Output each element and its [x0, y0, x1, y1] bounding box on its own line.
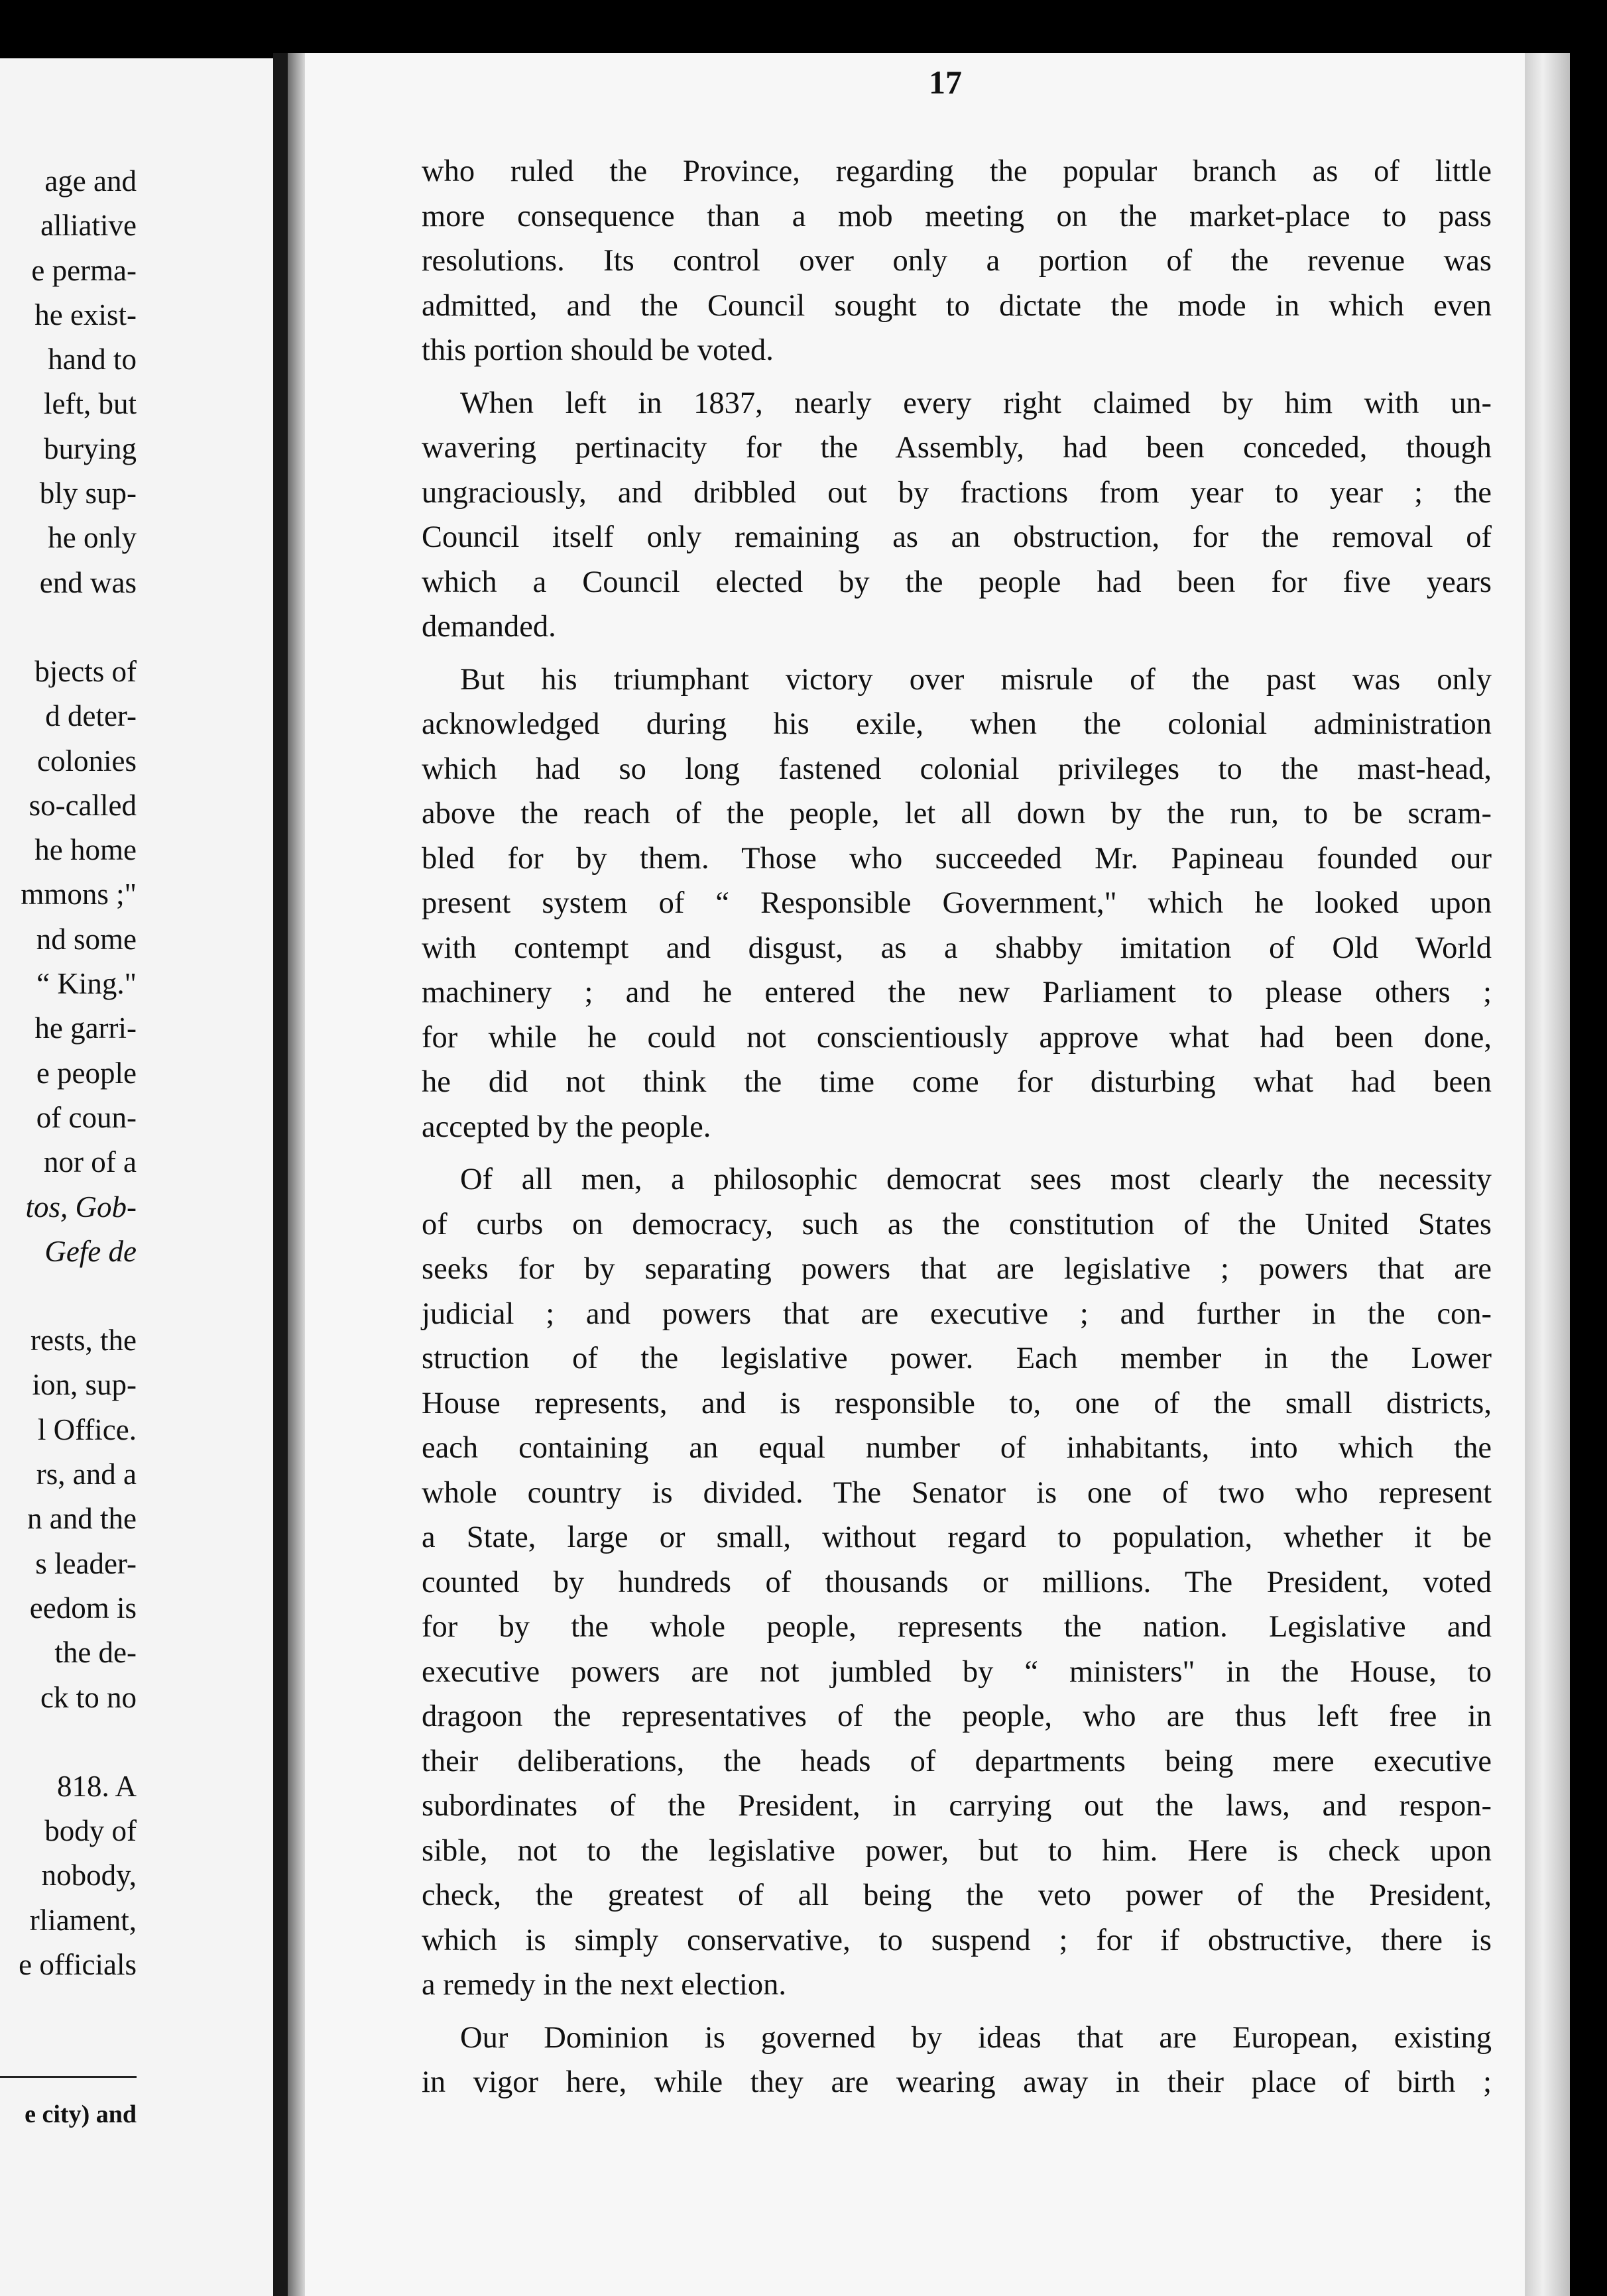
paragraph: [422, 2016, 1492, 2105]
text-line: which had so long fastened colonial privileges to the mast-head,: [422, 752, 1492, 786]
text-line: he did not think the time come for disturbing what had been: [422, 1065, 1492, 1099]
text-line: executive powers are not jumbled by “ ministers" in the House, to: [422, 1654, 1492, 1689]
text-line: each containing an equal number of inhabitants, into which the: [422, 1431, 1492, 1465]
page-number: 17: [929, 64, 962, 101]
left-page-line: mmons ;": [21, 878, 137, 911]
left-page-line: hand to: [48, 343, 137, 376]
text-line: Our Dominion is governed by ideas that are European, existing: [460, 2020, 1492, 2055]
text-line: dragoon the representatives of the people, who are thus left free in: [422, 1699, 1492, 1733]
left-page-line: eedom is: [29, 1591, 137, 1625]
left-page-line: nd some: [36, 922, 137, 956]
left-page-line: e people: [36, 1056, 137, 1090]
left-page-line: e perma-: [31, 253, 137, 287]
footnote-rule: [0, 2076, 137, 2078]
left-page-text: [0, 159, 137, 1987]
text-line: check, the greatest of all being the veto power of the President,: [422, 1878, 1492, 1912]
text-line: struction of the legislative power. Each member in the Lower: [422, 1342, 1492, 1375]
left-page-line: tos, Gob-: [25, 1190, 137, 1224]
left-page-line: of coun-: [36, 1100, 137, 1134]
body-text: [422, 149, 1492, 2113]
left-page-line: “ King.": [36, 967, 137, 1001]
left-page-line: bly sup-: [39, 477, 137, 510]
left-page-line: ion, sup-: [32, 1368, 137, 1402]
text-line: judicial ; and powers that are executive ; and further in the con-: [422, 1296, 1492, 1331]
left-page-line: 818. A: [56, 1769, 137, 1803]
text-line: resolutions. Its control over only a portion of the revenue was: [422, 244, 1492, 278]
text-line: of curbs on democracy, such as the constitution of the United States: [422, 1207, 1492, 1241]
text-line: present system of “ Responsible Government," which he looked upon: [422, 886, 1492, 920]
page-edge: [1525, 53, 1570, 2296]
text-line: this portion should be voted.: [422, 333, 774, 367]
text-line: bled for by them. Those who succeeded Mr. Papineau founded our: [422, 841, 1492, 876]
left-page-line: so-called: [29, 788, 137, 822]
left-page-line: nobody,: [41, 1859, 137, 1892]
scan-border: [1570, 0, 1607, 2296]
left-page-line: l Office.: [37, 1412, 137, 1446]
left-page-line: he exist-: [34, 298, 137, 331]
text-line: machinery ; and he entered the new Parliament to please others ;: [422, 976, 1492, 1009]
left-facing-page: [0, 58, 273, 2296]
left-page-line: colonies: [37, 744, 137, 777]
left-page-line: body of: [44, 1814, 137, 1848]
text-line: which is simply conservative, to suspend ; for if obstructive, there is: [422, 1923, 1492, 1957]
text-line: sible, not to the legislative power, but to him. Here is check upon: [422, 1833, 1492, 1868]
text-line: accepted by the people.: [422, 1110, 711, 1144]
left-page-line: the de-: [54, 1636, 137, 1670]
paragraph-gap: [0, 1720, 137, 1764]
left-page-line: he only: [48, 521, 137, 555]
left-page-line: alliative: [40, 209, 137, 243]
left-page-line: left, but: [44, 387, 137, 421]
text-line: acknowledged during his exile, when the colonial administration: [422, 707, 1492, 741]
text-line: admitted, and the Council sought to dictate the mode in which even: [422, 288, 1492, 323]
text-line: with contempt and disgust, as a shabby imitation of Old World: [422, 931, 1492, 965]
paragraph: [422, 658, 1492, 1150]
left-page-line: burying: [44, 431, 137, 465]
left-page-line: he home: [34, 833, 137, 867]
text-line: subordinates of the President, in carrying out the laws, and respon-: [422, 1789, 1492, 1823]
left-page-line: s leader-: [35, 1546, 137, 1580]
left-footnote: e city) and: [25, 2100, 137, 2128]
left-page-line: bjects of: [34, 654, 137, 688]
paragraph: [422, 149, 1492, 373]
left-page-line: nor of a: [44, 1145, 137, 1179]
text-line: seeks for by separating powers that are legislative ; powers that are: [422, 1252, 1492, 1286]
left-page-line: end was: [39, 565, 137, 599]
text-line: When left in 1837, nearly every right claimed by him with un-: [460, 386, 1492, 420]
text-line: for by the whole people, represents the nation. Legislative and: [422, 1610, 1492, 1644]
left-page-line: ck to no: [40, 1680, 137, 1714]
text-line: their deliberations, the heads of departments being mere executive: [422, 1744, 1492, 1778]
text-line: for while he could not conscientiously approve what had been done,: [422, 1020, 1492, 1055]
text-line: But his triumphant victory over misrule of the past was only: [460, 662, 1492, 697]
text-line: wavering pertinacity for the Assembly, had been conceded, though: [422, 431, 1492, 465]
paragraph: [422, 1157, 1492, 2008]
left-page-line: he garri-: [34, 1011, 137, 1045]
text-line: which a Council elected by the people had been for five years: [422, 565, 1492, 599]
left-page-line: e officials: [19, 1947, 137, 1981]
text-line: Council itself only remaining as an obstruction, for the removal of: [422, 520, 1492, 554]
left-page-line: age and: [44, 164, 137, 198]
text-line: whole country is divided. The Senator is one of two who represent: [422, 1475, 1492, 1510]
text-line: above the reach of the people, let all down by the run, to be scram-: [422, 797, 1492, 831]
left-page-line: rests, the: [30, 1324, 137, 1357]
left-page-line: rliament,: [29, 1903, 137, 1937]
text-line: ungraciously, and dribbled out by fractions from year to year ; the: [422, 475, 1492, 510]
text-line: a State, large or small, without regard to population, whether it be: [422, 1521, 1492, 1554]
left-page-line: rs, and a: [36, 1458, 137, 1491]
paragraph-gap: [0, 1274, 137, 1318]
paragraph: [422, 381, 1492, 650]
text-line: in vigor here, while they are wearing away in their place of birth ;: [422, 2065, 1492, 2099]
text-line: House represents, and is responsible to, one of the small districts,: [422, 1386, 1492, 1420]
text-line: Of all men, a philosophic democrat sees most clearly the necessity: [460, 1163, 1492, 1196]
text-line: counted by hundreds of thousands or millions. The President, voted: [422, 1565, 1492, 1599]
left-page-line: d deter-: [45, 699, 137, 733]
text-line: who ruled the Province, regarding the popular branch as of little: [422, 154, 1492, 188]
left-page-line: Gefe de: [44, 1234, 137, 1268]
text-line: a remedy in the next election.: [422, 1968, 787, 2002]
gutter-shadow: [288, 53, 305, 2296]
book-gutter: [273, 53, 288, 2296]
paragraph-gap: [0, 605, 137, 650]
left-page-line: n and the: [27, 1502, 137, 1536]
text-line: demanded.: [422, 610, 556, 644]
text-line: more consequence than a mob meeting on the market-place to pass: [422, 199, 1492, 233]
